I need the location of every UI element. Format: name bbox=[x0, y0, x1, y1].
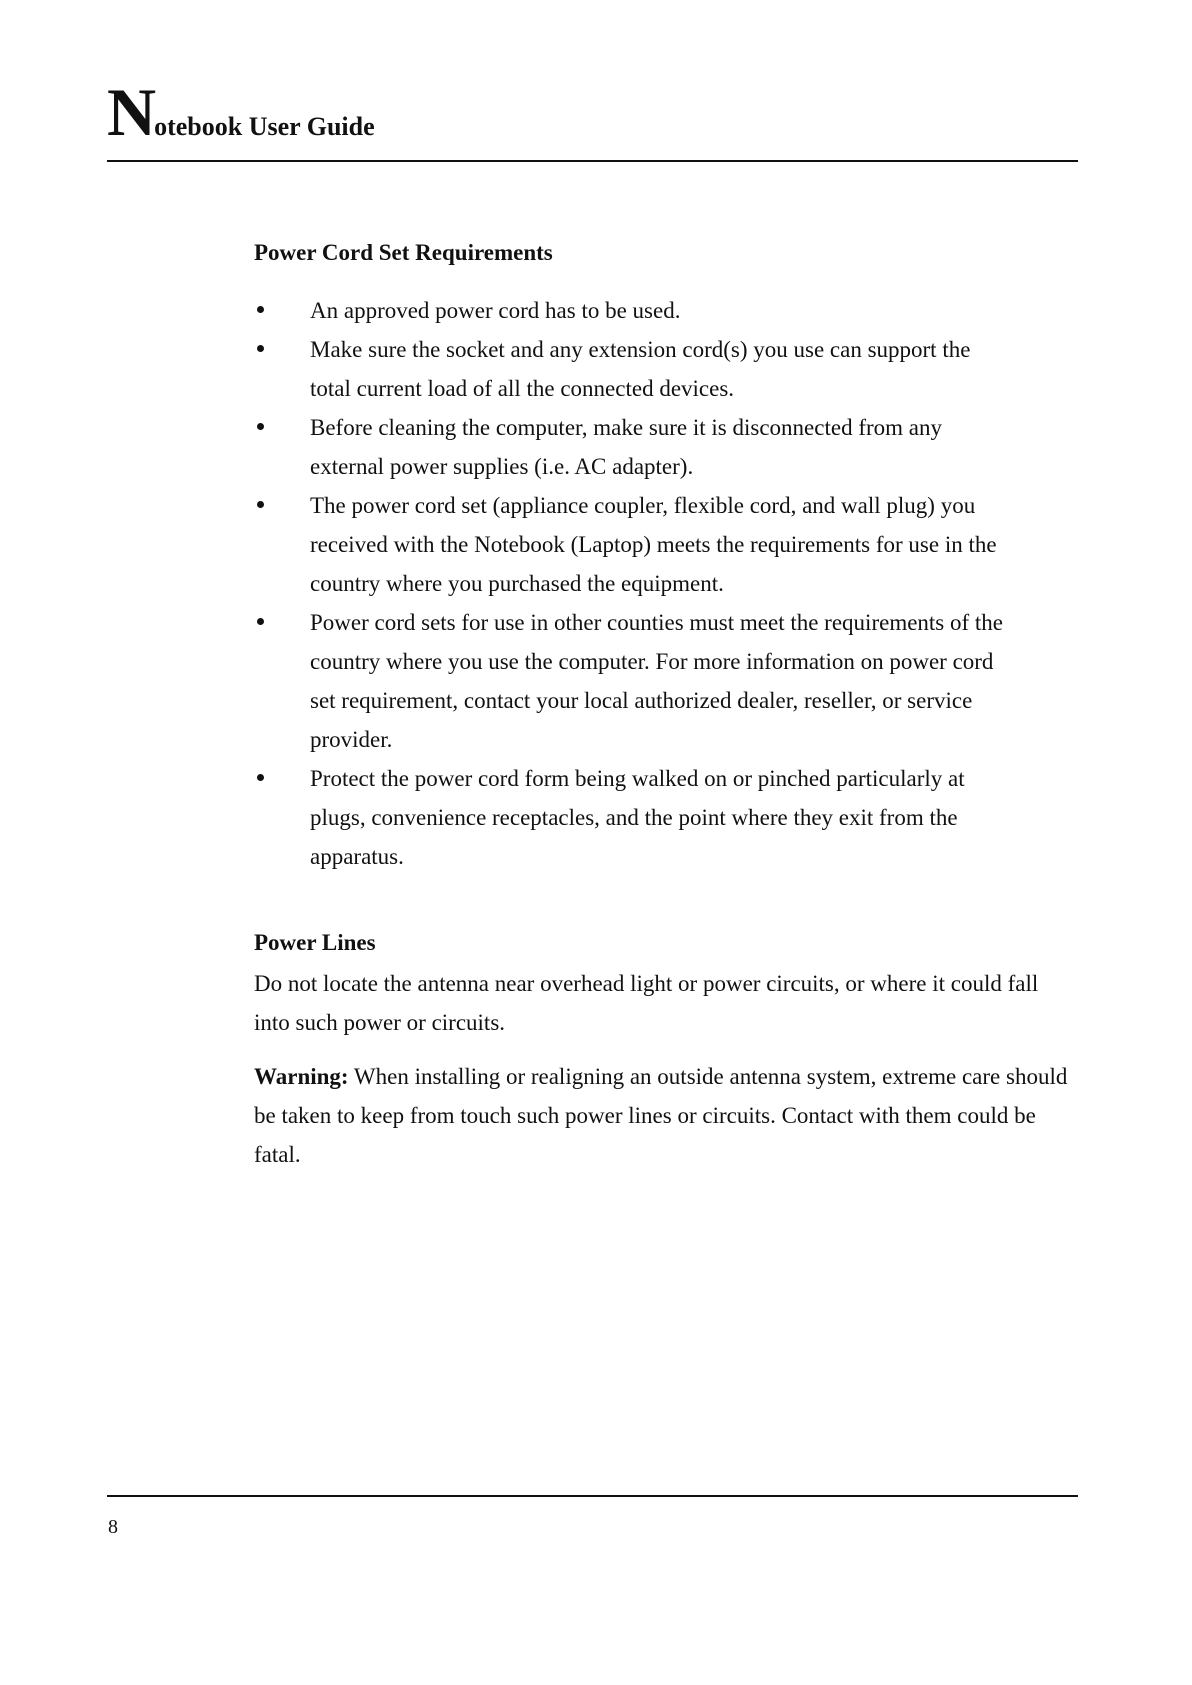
header-divider bbox=[107, 160, 1078, 162]
page-number: 8 bbox=[108, 1516, 118, 1538]
list-item-text: Before cleaning the computer, make sure it is disconnected from any external power supplies (i.e. AC adapter). bbox=[310, 415, 942, 479]
power-cord-section bbox=[254, 238, 1084, 876]
list-item-text: The power cord set (appliance coupler, flexible cord, and wall plug) you received with the Notebook (Laptop) meets the requirements for use in the country where you purchased the equipment. bbox=[310, 493, 997, 596]
list-item bbox=[254, 291, 1014, 330]
list-item bbox=[254, 603, 1014, 759]
warning-text: When installing or realigning an outside antenna system, extreme care should be taken to keep from touch such power lines or circuits. Contact with them could be fatal. bbox=[254, 1064, 1068, 1167]
bullet-icon bbox=[257, 774, 264, 781]
page-content bbox=[254, 238, 1084, 1174]
document-title bbox=[107, 74, 375, 150]
power-lines-heading: Power Lines bbox=[254, 930, 376, 955]
page-header bbox=[107, 74, 1078, 160]
bullet-icon bbox=[257, 501, 264, 508]
bullet-icon bbox=[257, 423, 264, 430]
list-item-text: Protect the power cord form being walked on or pinched particularly at plugs, convenience receptacles, and the point where they exit from the apparatus. bbox=[310, 766, 965, 869]
list-item bbox=[254, 330, 1014, 408]
list-item bbox=[254, 759, 1014, 876]
power-cord-heading: Power Cord Set Requirements bbox=[254, 240, 553, 265]
power-lines-section bbox=[254, 928, 1084, 1174]
list-item-text: Power cord sets for use in other counties must meet the requirements of the country where you use the computer. For more information on power cord set requirement, contact your local authorized dealer, reseller, or service provider. bbox=[310, 610, 1004, 752]
document-title-initial: N bbox=[107, 74, 155, 150]
warning-label: Warning: bbox=[254, 1064, 349, 1089]
list-item-text: Make sure the socket and any extension cord(s) you use can support the total current load of all the connected devices. bbox=[310, 337, 971, 401]
warning-paragraph bbox=[254, 1057, 1084, 1174]
power-lines-paragraph: Do not locate the antenna near overhead light or power circuits, or where it could fall into such power or circuits. bbox=[254, 971, 1039, 1035]
list-item bbox=[254, 408, 1014, 486]
power-cord-requirements-list bbox=[254, 291, 1014, 876]
footer-divider bbox=[107, 1495, 1078, 1497]
bullet-icon bbox=[257, 345, 264, 352]
list-item-text: An approved power cord has to be used. bbox=[310, 298, 681, 323]
list-item bbox=[254, 486, 1014, 603]
bullet-icon bbox=[257, 306, 264, 313]
document-title-rest: otebook User Guide bbox=[154, 112, 375, 141]
bullet-icon bbox=[257, 618, 264, 625]
